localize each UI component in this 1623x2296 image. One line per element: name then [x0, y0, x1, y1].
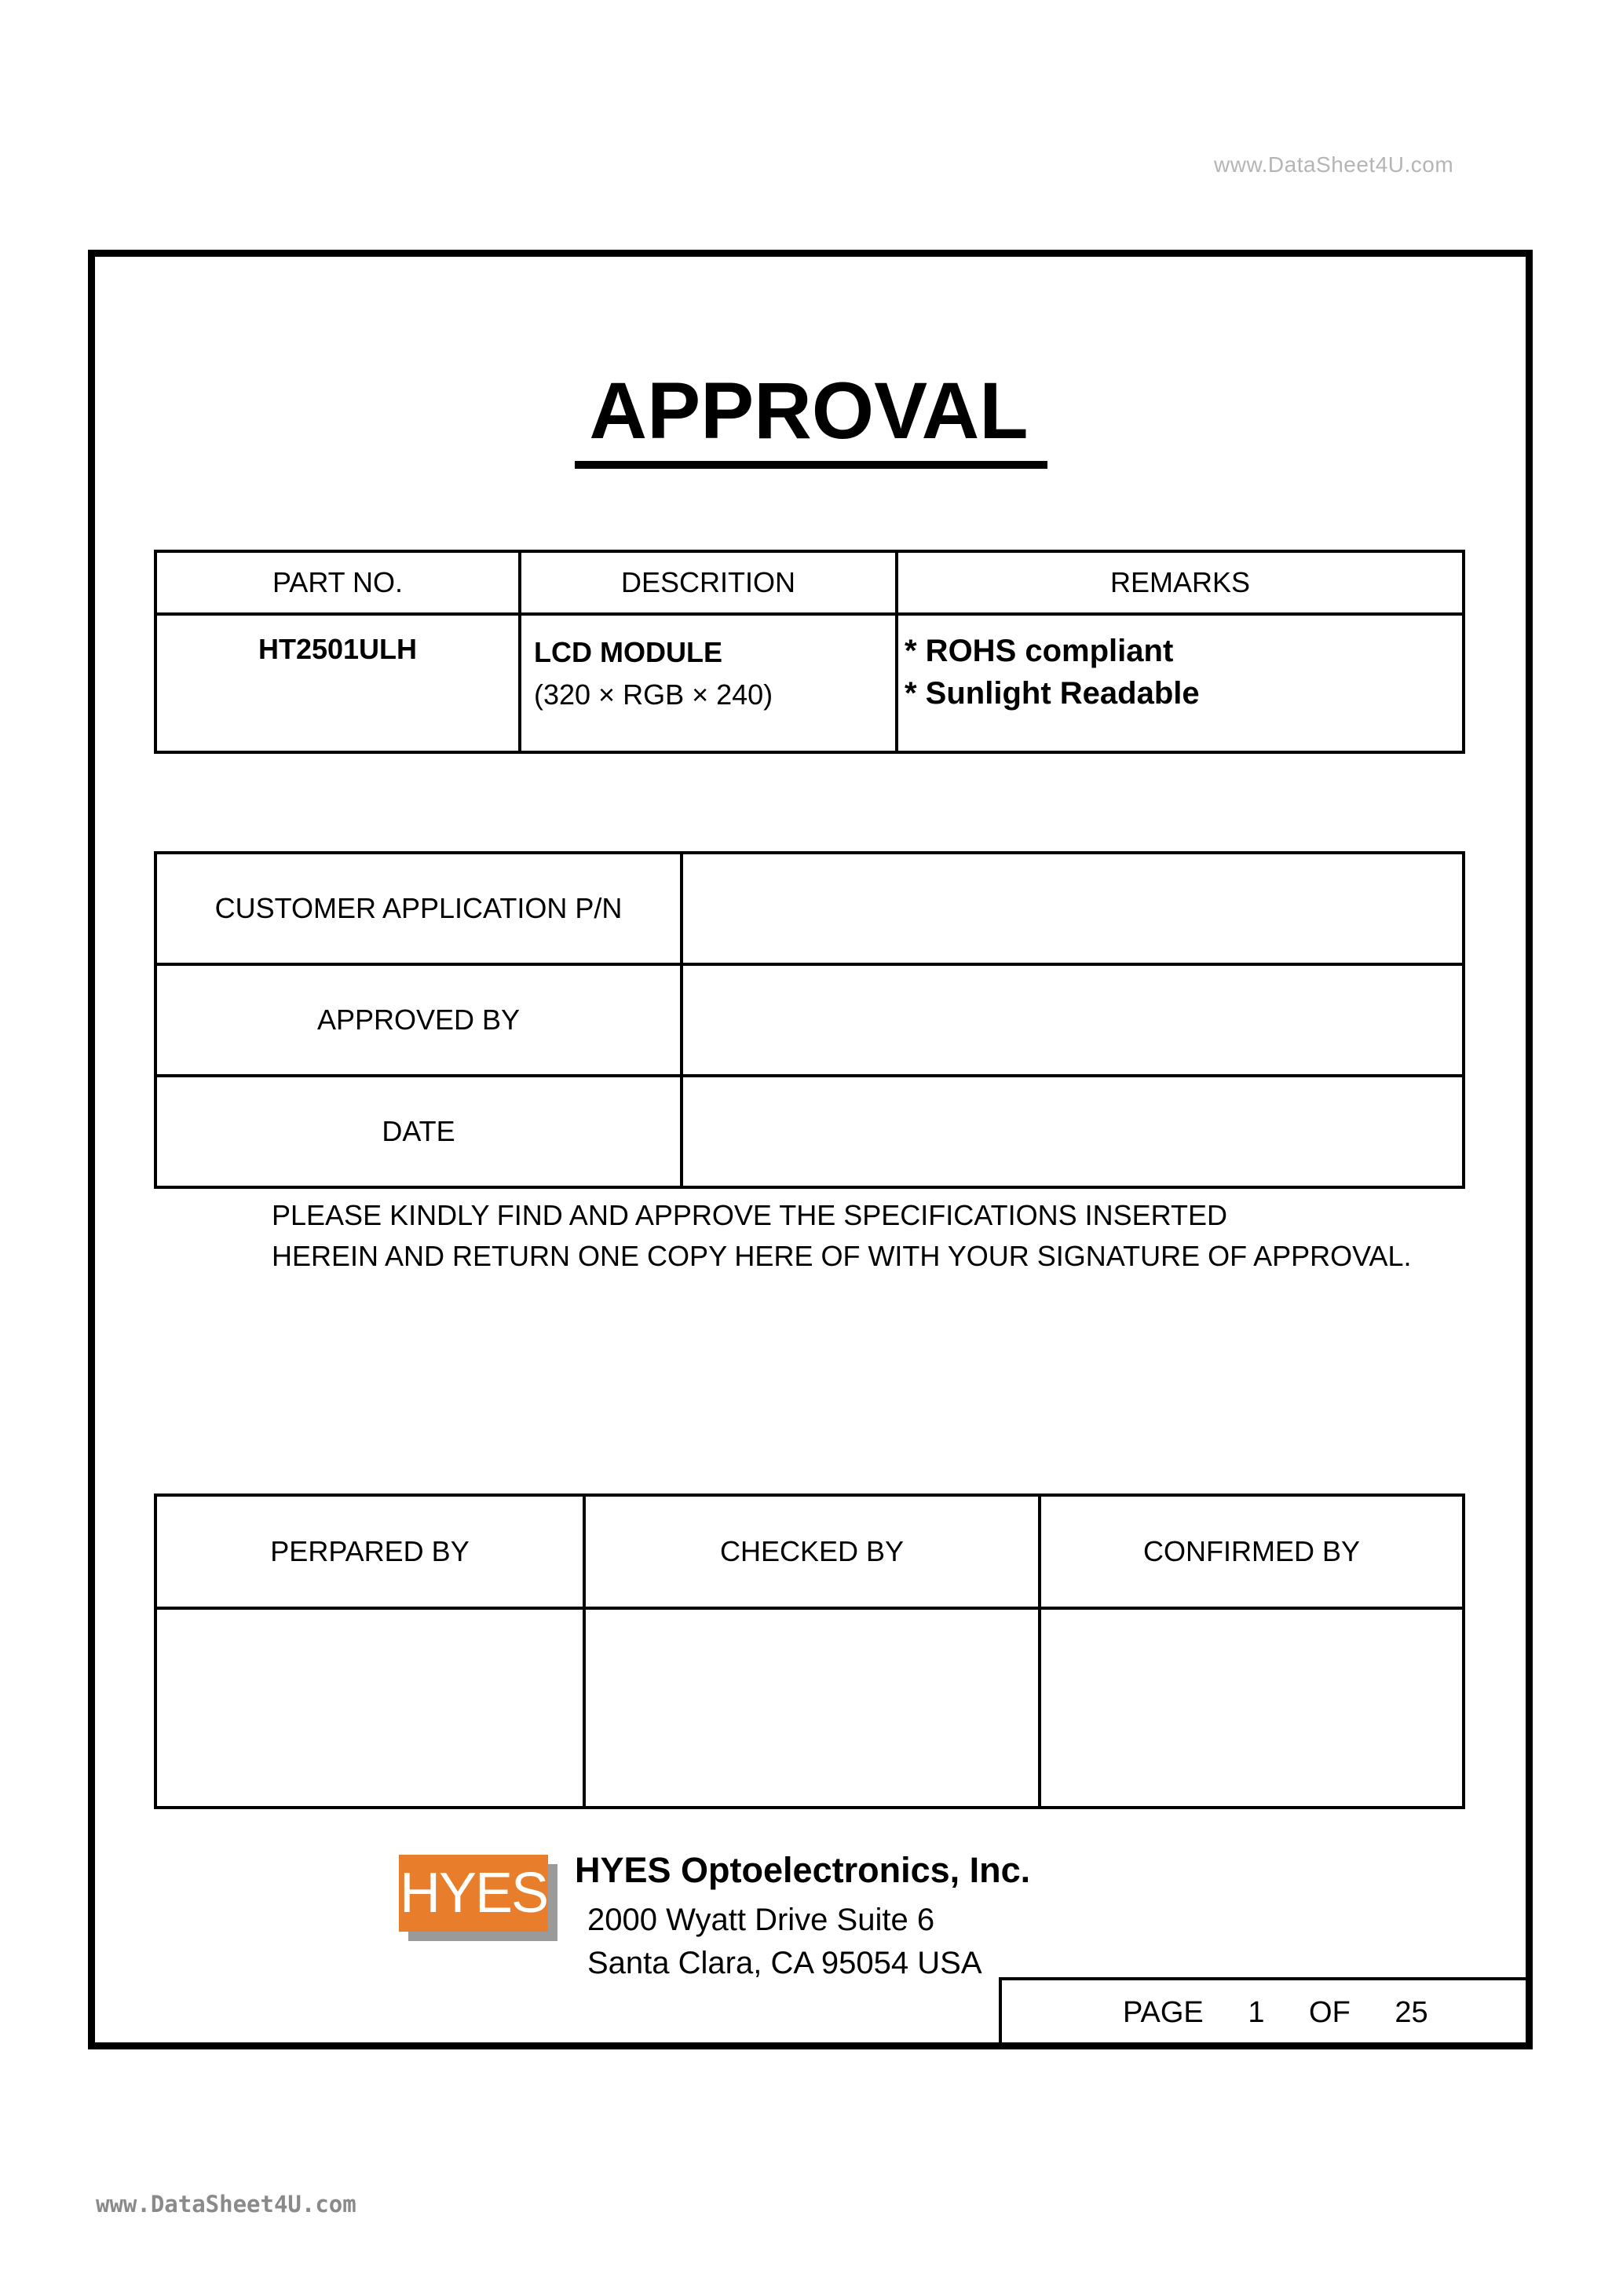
part-no-header: PART NO.	[155, 551, 520, 614]
date-field[interactable]	[682, 1076, 1464, 1187]
remark-item: * ROHS compliant	[905, 634, 1174, 668]
approval-row-date	[155, 1076, 1464, 1187]
part-table	[154, 550, 1465, 754]
company-address	[587, 1899, 1215, 1985]
page-title: APPROVAL	[589, 366, 1029, 455]
approved-by-field[interactable]	[682, 964, 1464, 1076]
page-label: PAGE	[1123, 1996, 1204, 2029]
customer-pn-field[interactable]	[682, 853, 1464, 964]
description-cell	[520, 614, 897, 752]
confirmed-by-header: CONFIRMED BY	[1040, 1495, 1464, 1608]
watermark-top: www.DataSheet4U.com	[1214, 152, 1454, 177]
remarks-cell	[897, 614, 1464, 752]
description-header: DESCRITION	[520, 551, 897, 614]
company-name: HYES Optoelectronics, Inc.	[575, 1850, 1031, 1890]
remark-item: * Sunlight Readable	[905, 676, 1200, 711]
signature-row	[155, 1608, 1464, 1808]
page-total: 25	[1395, 1996, 1428, 2029]
approval-row-approved-by	[155, 964, 1464, 1076]
part-no-value: HT2501ULH	[155, 614, 520, 752]
remarks-header: REMARKS	[897, 551, 1464, 614]
approval-note	[272, 1195, 1497, 1277]
page-of-label: OF	[1309, 1996, 1351, 2029]
part-table-row	[155, 614, 1464, 752]
date-label: DATE	[155, 1076, 682, 1187]
approved-by-label: APPROVED BY	[155, 964, 682, 1076]
page-current: 1	[1248, 1996, 1265, 2029]
prepared-by-signature[interactable]	[155, 1608, 584, 1808]
description-line1: LCD MODULE	[534, 636, 722, 668]
description-line2: (320 × RGB × 240)	[534, 678, 773, 711]
checked-by-header: CHECKED BY	[584, 1495, 1040, 1608]
watermark-bottom: www.DataSheet4U.com	[96, 2191, 356, 2217]
approval-table	[154, 851, 1465, 1189]
signature-table	[154, 1493, 1465, 1809]
prepared-by-header: PERPARED BY	[155, 1495, 584, 1608]
approval-row-customer-pn	[155, 853, 1464, 964]
signature-header-row	[155, 1495, 1464, 1608]
checked-by-signature[interactable]	[584, 1608, 1040, 1808]
page-indicator	[1123, 1996, 1428, 2030]
title-underline	[575, 461, 1047, 469]
note-line1: PLEASE KINDLY FIND AND APPROVE THE SPECIFICATIONS INSERTED	[272, 1199, 1227, 1231]
address-line2: Santa Clara, CA 95054 USA	[587, 1946, 982, 1980]
part-table-header-row	[155, 551, 1464, 614]
company-logo: HYES	[399, 1855, 548, 1932]
confirmed-by-signature[interactable]	[1040, 1608, 1464, 1808]
address-line1: 2000 Wyatt Drive Suite 6	[587, 1903, 935, 1937]
note-line2: HEREIN AND RETURN ONE COPY HERE OF WITH YOUR SIGNATURE OF APPROVAL.	[272, 1240, 1412, 1272]
customer-pn-label: CUSTOMER APPLICATION P/N	[155, 853, 682, 964]
